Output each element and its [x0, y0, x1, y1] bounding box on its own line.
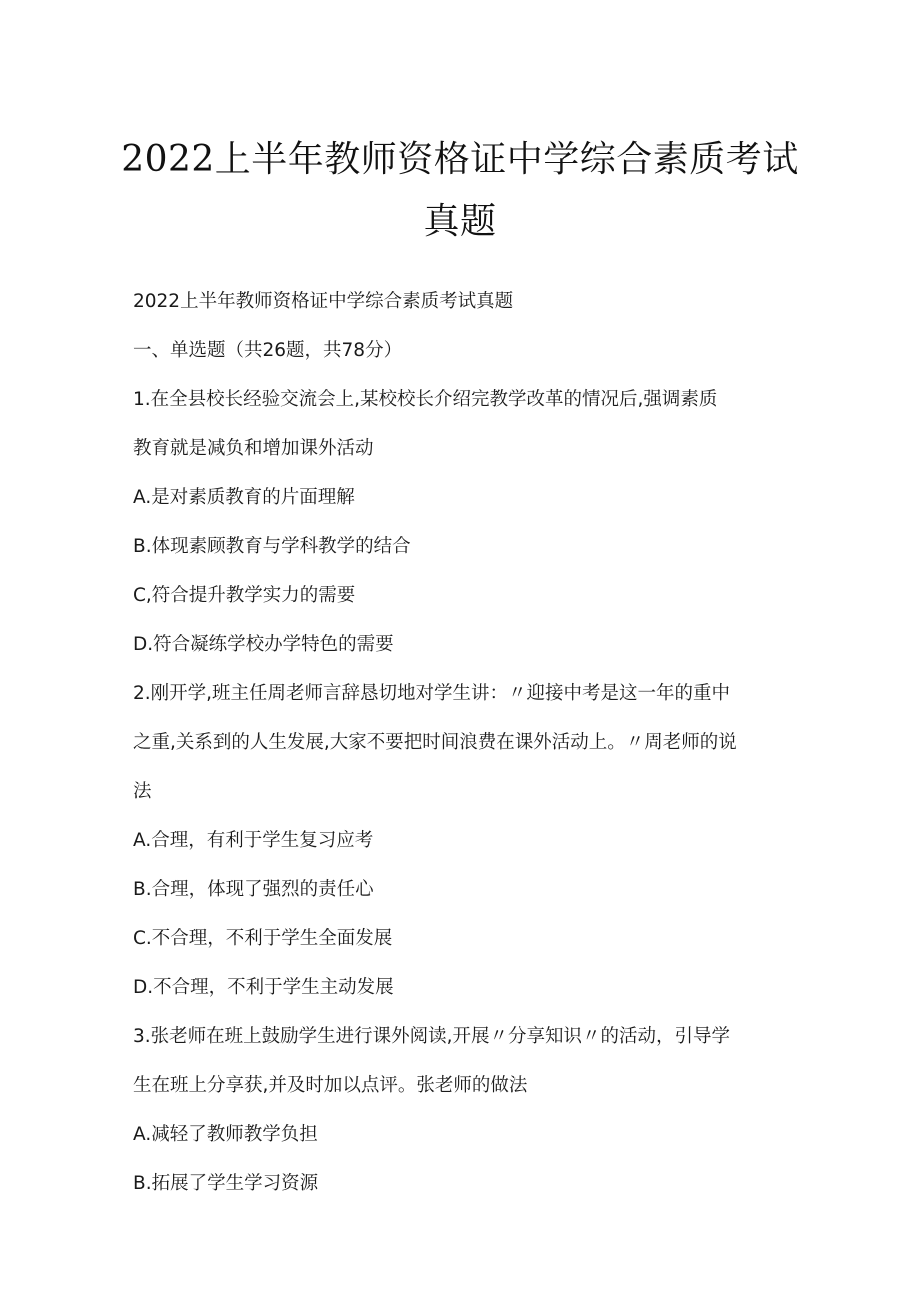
- document-title-line-1: 2022上半年教师资格证中学综合素质考试: [121, 139, 799, 180]
- question-3-text: 3.张老师在班上鼓励学生进行课外阅读,开展〃分享知识〃的活动，引导学: [133, 1026, 731, 1047]
- document-subtitle: 2022上半年教师资格证中学综合素质考试真题: [133, 291, 514, 312]
- document-title-line-2: 真题: [423, 201, 497, 242]
- question-2-text-cont-2: 法: [133, 781, 152, 802]
- question-1-option-c: C,符合提升教学实力的需要: [133, 585, 356, 606]
- question-1-text: 1.在全县校长经验交流会上,某校校长介绍完教学改革的情况后,强调素质: [133, 389, 718, 410]
- question-1-option-a: A.是对素质教育的片面理解: [133, 487, 355, 508]
- question-1-text-cont: 教育就是减负和增加课外活动: [133, 438, 374, 459]
- question-2-option-d: D.不合理，不利于学生主动发展: [133, 977, 394, 998]
- question-1-option-d: D.符合凝练学校办学特色的需要: [133, 634, 394, 655]
- question-1-option-b: B.体现素顾教育与学科教学的结合: [133, 536, 411, 557]
- question-3-option-b: B.拓展了学生学习资源: [133, 1173, 319, 1194]
- question-3-text-cont: 生在班上分享获,并及时加以点评。张老师的做法: [133, 1075, 528, 1096]
- question-2-text: 2.刚开学,班主任周老师言辞恳切地对学生讲：〃迎接中考是这一年的重中: [133, 683, 731, 704]
- question-2-option-c: C.不合理，不利于学生全面发展: [133, 928, 393, 949]
- question-2-option-a: A.合理，有利于学生复习应考: [133, 830, 374, 851]
- document-body: [133, 286, 793, 1217]
- question-2-option-b: B.合理，体现了强烈的责任心: [133, 879, 374, 900]
- question-2-text-cont: 之重,关系到的人生发展,大家不要把时间浪费在课外活动上。〃周老师的说: [133, 732, 737, 753]
- section-heading: 一、单选题（共26题，共78分）: [133, 340, 403, 361]
- question-3-option-a: A.减轻了教师教学负担: [133, 1124, 318, 1145]
